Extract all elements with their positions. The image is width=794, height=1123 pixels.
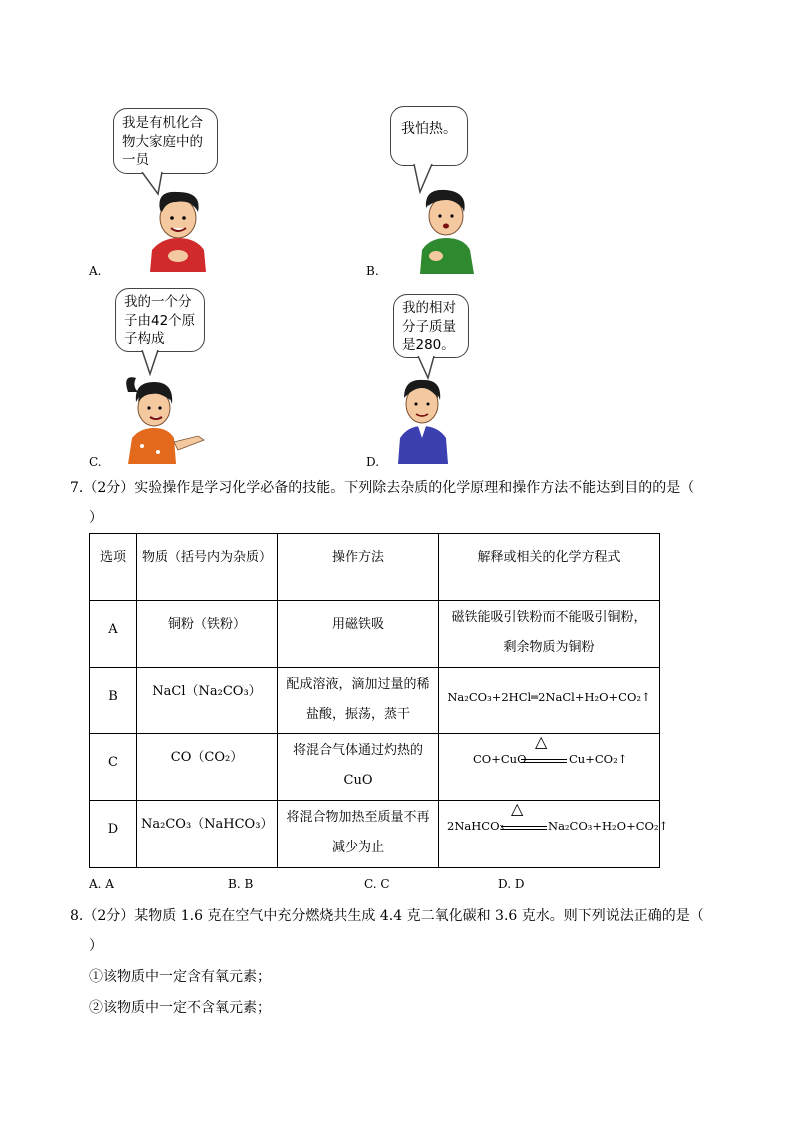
row-c-substance: CO（CO₂） bbox=[170, 750, 244, 766]
table-row bbox=[90, 667, 660, 734]
question-7-stem-end: ） bbox=[89, 510, 103, 526]
question-8-statement-1: ①该物质中一定含有氧元素； bbox=[89, 969, 271, 985]
option-a-label: A. bbox=[89, 264, 102, 278]
row-a-method: 用磁铁吸 bbox=[331, 616, 384, 632]
speech-bubble-b: 我怕热。 bbox=[390, 106, 468, 166]
question-8-stem-end: ） bbox=[89, 938, 103, 954]
boy-scared-figure-icon bbox=[412, 188, 478, 274]
row-b-method-1: 配成溶液，滴加过量的稀 bbox=[286, 676, 430, 692]
row-b-method-2: 盐酸，振荡，蒸干 bbox=[305, 706, 410, 722]
row-c-method-1: 将混合气体通过灼热的 bbox=[292, 743, 423, 759]
speech-bubble-a: 我是有机化合 物大家庭中的 一员 bbox=[113, 108, 218, 174]
question-8-statement-2: ②该物质中一定不含氧元素； bbox=[89, 1000, 271, 1016]
row-b-equation: Na₂CO₃+2HCl═2NaCl+H₂O+CO₂↑ bbox=[447, 689, 651, 704]
question-8-stem: 8.（2分）某物质 1.6 克在空气中充分燃烧共生成 4.4 克二氧化碳和 3.6 克水。则下列说法正确的是（ bbox=[70, 908, 704, 924]
row-d-method-2: 减少为止 bbox=[331, 840, 384, 856]
row-a-substance: 铜粉（铁粉） bbox=[167, 616, 246, 632]
header-option: 选项 bbox=[99, 550, 126, 565]
option-c-label: C. bbox=[89, 455, 102, 469]
header-substance: 物质（括号内为杂质） bbox=[141, 550, 272, 565]
row-d-option: D bbox=[107, 822, 119, 838]
man-figure-icon bbox=[396, 376, 452, 464]
choice-b: B. B bbox=[228, 877, 254, 891]
row-a-option: A bbox=[108, 621, 118, 637]
row-b-substance: NaCl（Na₂CO₃） bbox=[152, 683, 262, 699]
row-c-option: C bbox=[108, 755, 118, 771]
row-d-substance: Na₂CO₃（NaHCO₃） bbox=[141, 817, 274, 833]
girl-figure-icon bbox=[118, 372, 210, 464]
speech-bubble-d: 我的相对 分子质量 是280。 bbox=[393, 294, 469, 358]
row-a-explain-1: 磁铁能吸引铁粉而不能吸引铜粉， bbox=[451, 609, 647, 625]
choice-d: D. D bbox=[498, 877, 525, 891]
boy-figure-icon bbox=[146, 190, 210, 272]
table-header-row bbox=[90, 534, 660, 601]
choice-a: A. A bbox=[89, 877, 114, 891]
heat-triangle-icon: △ bbox=[511, 799, 524, 819]
row-d-equation: 2NaHCO₃ △ Na₂CO₃+H₂O+CO₂↑ bbox=[447, 799, 669, 834]
row-c-method-2: CuO bbox=[343, 773, 373, 789]
choice-c: C. C bbox=[364, 877, 390, 891]
equals-double-line bbox=[501, 826, 547, 830]
speech-bubble-c: 我的一个分 子由42个原 子构成 bbox=[115, 288, 205, 352]
table-row bbox=[90, 801, 660, 868]
table-row bbox=[90, 734, 660, 801]
equals-double-line bbox=[521, 759, 567, 763]
option-b-label: B. bbox=[366, 264, 379, 278]
header-method: 操作方法 bbox=[331, 550, 384, 565]
header-explain: 解释或相关的化学方程式 bbox=[477, 550, 621, 565]
row-c-equation: CO+CuO △ Cu+CO₂↑ bbox=[473, 732, 628, 767]
row-a-explain-2: 剩余物质为铜粉 bbox=[503, 639, 595, 655]
heat-triangle-icon: △ bbox=[535, 732, 548, 752]
table-row bbox=[90, 600, 660, 667]
impurity-table bbox=[89, 533, 669, 868]
option-d-label: D. bbox=[366, 455, 380, 469]
row-b-option: B bbox=[108, 688, 118, 704]
question-7-stem: 7.（2分）实验操作是学习化学必备的技能。下列除去杂质的化学原理和操作方法不能达到目的的是（ bbox=[70, 480, 695, 496]
row-d-method-1: 将混合物加热至质量不再 bbox=[286, 810, 430, 826]
